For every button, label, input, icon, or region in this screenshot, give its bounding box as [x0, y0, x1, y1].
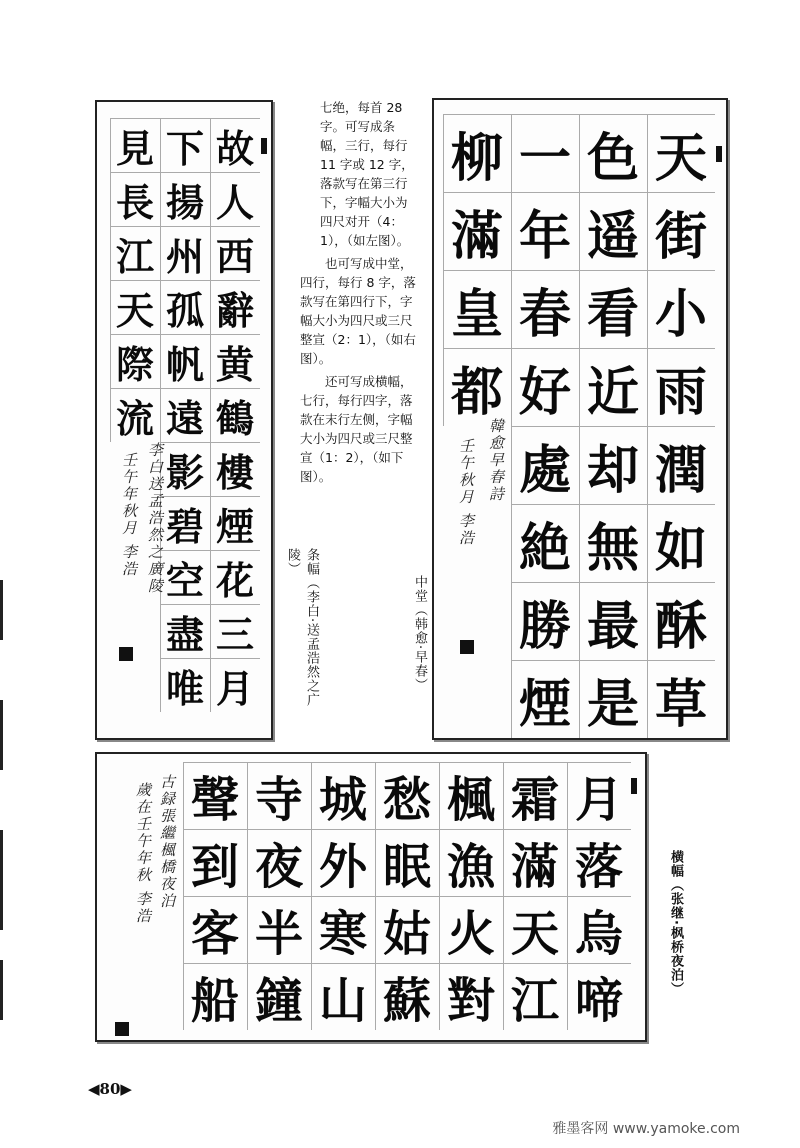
note-paragraph-1: 七绝，每首 28 字。可写成条幅，三行，每行 11 字或 12 字，落款写在第三行下，字幅大小为四尺对开（4：1），（如左图）。 [320, 100, 414, 248]
calligraphy-char: 月 [215, 665, 254, 711]
calligraphy-char: 蘇 [382, 973, 431, 1029]
calligraphy-char: 處 [518, 439, 571, 501]
calligraphy-char: 街 [654, 205, 707, 267]
seal-stamp [115, 1022, 129, 1036]
calligraphy-char: 見 [115, 125, 154, 171]
calligraphy-char: 火 [446, 906, 495, 962]
calligraphy-char: 煙 [518, 673, 571, 735]
calligraphy-char: 煙 [215, 503, 254, 549]
calligraphy-char: 年 [518, 205, 571, 267]
note-paragraph-2: 也可写成中堂，四行，每行 8 字，落款写在第四行下，字幅大小为四尺或三尺整宣（2：1），（如右图）。 [300, 256, 416, 366]
calligraphy-char: 天 [115, 287, 154, 333]
calligraphy-char: 遠 [165, 395, 204, 441]
calligraphy-char: 楓 [446, 772, 495, 828]
calligraphy-char: 際 [115, 341, 154, 387]
scroll-left-tab [261, 138, 267, 154]
calligraphy-char: 遥 [586, 205, 639, 267]
calligraphy-char: 看 [586, 283, 639, 345]
calligraphy-char: 却 [586, 439, 639, 501]
signature-line: 壬午秋月 李浩 [457, 438, 475, 547]
calligraphy-char: 辭 [215, 287, 254, 333]
calligraphy-char: 鐘 [254, 973, 303, 1029]
calligraphy-char: 滿 [510, 839, 559, 895]
scroll-bottom [95, 752, 647, 1042]
page-edge-mark [0, 960, 3, 1020]
calligraphy-char: 對 [446, 973, 495, 1029]
calligraphy-char: 天 [654, 127, 707, 189]
calligraphy-char: 好 [518, 361, 571, 423]
calligraphy-char: 影 [165, 449, 204, 495]
caption-bottom: 横幅（张继·枫桥夜泊） [668, 850, 683, 996]
caption-right: 中堂（韩愈·早春） [412, 575, 427, 693]
calligraphy-char: 眠 [382, 839, 431, 895]
calligraphy-char: 皇 [450, 283, 503, 345]
calligraphy-char: 夜 [254, 839, 303, 895]
calligraphy-char: 黄 [215, 341, 254, 387]
note-paragraph-3: 还可写成横幅，七行，每行四字，落款在末行左侧，字幅大小为四尺或三尺整宣（1：2），（如下图）。 [300, 374, 413, 484]
explanatory-note [300, 98, 418, 490]
calligraphy-char: 到 [190, 839, 239, 895]
calligraphy-char: 唯 [165, 665, 204, 711]
scroll-right-tab [716, 146, 722, 162]
calligraphy-char: 江 [115, 233, 154, 279]
calligraphy-char: 城 [318, 772, 367, 828]
calligraphy-char: 半 [254, 906, 303, 962]
page-edge-mark [0, 830, 3, 930]
calligraphy-char: 船 [190, 973, 239, 1029]
scroll-bottom-tab [631, 778, 637, 794]
seal-stamp [460, 640, 474, 654]
calligraphy-char: 絶 [518, 517, 571, 579]
calligraphy-char: 三 [215, 611, 254, 657]
calligraphy-char: 無 [586, 517, 639, 579]
calligraphy-char: 天 [510, 906, 559, 962]
calligraphy-char: 孤 [165, 287, 204, 333]
caption-left: 条幅（李白·送孟浩然之广陵） [285, 548, 319, 708]
calligraphy-char: 流 [115, 395, 154, 441]
calligraphy-char: 長 [115, 179, 154, 225]
calligraphy-char: 姑 [382, 906, 431, 962]
calligraphy-char: 州 [165, 233, 204, 279]
calligraphy-char: 柳 [450, 127, 503, 189]
calligraphy-char: 落 [574, 839, 623, 895]
calligraphy-char: 客 [190, 906, 239, 962]
calligraphy-char: 漁 [446, 839, 495, 895]
calligraphy-char: 都 [450, 361, 503, 423]
calligraphy-char: 樓 [215, 449, 254, 495]
calligraphy-char: 一 [518, 127, 571, 189]
signature-line: 李白送孟浩然之廣陵 [146, 442, 164, 595]
page-edge-mark [0, 580, 3, 640]
calligraphy-char: 烏 [574, 906, 623, 962]
calligraphy-char: 如 [654, 517, 707, 579]
calligraphy-char: 聲 [190, 772, 239, 828]
calligraphy-char: 人 [215, 179, 254, 225]
calligraphy-char: 盡 [165, 611, 204, 657]
calligraphy-char: 啼 [574, 973, 623, 1029]
calligraphy-char: 是 [586, 673, 639, 735]
calligraphy-char: 酥 [654, 595, 707, 657]
calligraphy-char: 鶴 [215, 395, 254, 441]
calligraphy-char: 月 [574, 772, 623, 828]
calligraphy-char: 下 [165, 125, 204, 171]
scroll-right [432, 98, 728, 740]
calligraphy-char: 山 [318, 973, 367, 1029]
calligraphy-char: 外 [318, 839, 367, 895]
calligraphy-char: 故 [215, 125, 254, 171]
calligraphy-char: 霜 [510, 772, 559, 828]
calligraphy-char: 草 [654, 673, 707, 735]
calligraphy-char: 最 [586, 595, 639, 657]
calligraphy-char: 勝 [518, 595, 571, 657]
calligraphy-char: 小 [654, 283, 707, 345]
calligraphy-char: 潤 [654, 439, 707, 501]
calligraphy-char: 西 [215, 233, 254, 279]
signature-line: 壬午年秋月 李浩 [120, 452, 138, 578]
signature-line: 歲在壬午年秋 李浩 [134, 782, 152, 925]
calligraphy-char: 寒 [318, 906, 367, 962]
calligraphy-char: 空 [165, 557, 204, 603]
calligraphy-char: 寺 [254, 772, 303, 828]
signature-line: 韓愈早春詩 [487, 418, 505, 503]
signature-line: 古録張繼楓橋夜泊 [158, 774, 176, 910]
seal-stamp [119, 647, 133, 661]
calligraphy-char: 滿 [450, 205, 503, 267]
calligraphy-char: 揚 [165, 179, 204, 225]
calligraphy-char: 帆 [165, 341, 204, 387]
calligraphy-char: 色 [586, 127, 639, 189]
calligraphy-char: 近 [586, 361, 639, 423]
calligraphy-char: 碧 [165, 503, 204, 549]
watermark: 雅墨客网 www.yamoke.com [552, 1121, 740, 1137]
calligraphy-char: 花 [215, 557, 254, 603]
page-number-value: 80 [99, 1080, 121, 1098]
page-edge-mark [0, 700, 3, 770]
calligraphy-char: 愁 [382, 772, 431, 828]
calligraphy-char: 春 [518, 283, 571, 345]
page-number: ◀80▶ [88, 1080, 132, 1098]
calligraphy-char: 江 [510, 973, 559, 1029]
scroll-left [95, 100, 273, 740]
calligraphy-char: 雨 [654, 361, 707, 423]
